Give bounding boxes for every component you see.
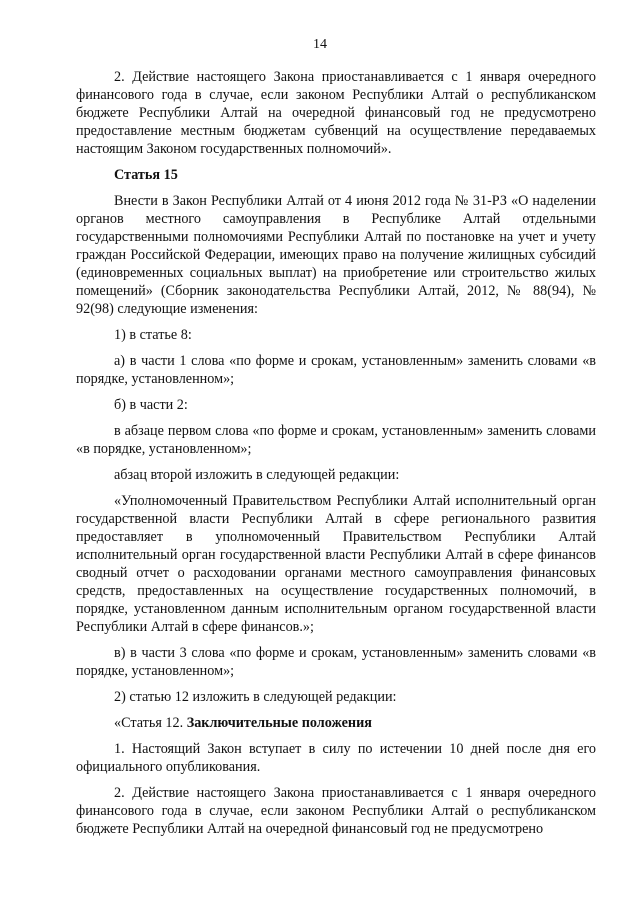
paragraph-entry-into-force: 1. Настоящий Закон вступает в силу по истечении 10 дней после дня его официального опубликования.: [76, 741, 596, 775]
paragraph-item-1a: а) в части 1 слова «по форме и срокам, установленным» заменить словами «в порядке, установленном»;: [76, 353, 596, 387]
paragraph-first-subparagraph: в абзаце первом слова «по форме и срокам, установленным» заменить словами «в порядке, установленном»;: [76, 423, 596, 457]
paragraph-amendments-intro: Внести в Закон Республики Алтай от 4 июня 2012 года № 31-РЗ «О наделении органов местного самоуправления в Республике Алтай отдельными государственными полномочиями Республики Алтай по постановке на учет и учету граждан Российской Федерации, имеющих право на получение жилищных субсидий (единовременных социальных выплат) на приобретение или строительство жилых помещений» (Сборник законодательства Республики Алтай, 2012, № 88(94), № 92(98) следующие изменения:: [76, 193, 596, 317]
paragraph-new-wording: «Уполномоченный Правительством Республики Алтай исполнительный орган государственной власти Республики Алтай в сфере регионального развития предоставляет в уполномоченный Правительством Республики Алтай исполнительный орган государственной власти Республики Алтай в сфере финансов сводный отчет о расходовании органами местного самоуправления финансовых средств, предоставленных на осуществление государственных полномочий, в порядке, установленном данным исполнительным органом государственной власти Республики Алтай в сфере финансов.»;: [76, 493, 596, 635]
paragraph-suspension-clause: 2. Действие настоящего Закона приостанавливается с 1 января очередного финансового года в случае, если законом Республики Алтай о республиканском бюджете Республики Алтай на очередной финансовый год не предусмотрено предоставление местным бюджетам субвенций на осуществление передаваемых настоящим Законом государственных полномочий».: [76, 69, 596, 157]
paragraph-item-1v: в) в части 3 слова «по форме и срокам, установленным» заменить словами «в порядке, установленном»;: [76, 645, 596, 679]
paragraph-suspension-clause-2: 2. Действие настоящего Закона приостанавливается с 1 января очередного финансового года в случае, если законом Республики Алтай о республиканском бюджете Республики Алтай на очередной финансовый год не предусмотрено: [76, 785, 596, 837]
paragraph-second-subparagraph: абзац второй изложить в следующей редакции:: [114, 467, 400, 483]
article-12-title: Заключительные положения: [186, 715, 372, 731]
article-15-heading: Статья 15: [114, 167, 178, 183]
article-12-heading: [76, 714, 596, 732]
paragraph-item-2: 2) статью 12 изложить в следующей редакции:: [114, 689, 397, 705]
document-body: [76, 68, 596, 846]
page-number: 14: [313, 37, 327, 52]
article-12-prefix: «Статья 12.: [114, 715, 187, 731]
paragraph-item-1b: б) в части 2:: [114, 397, 188, 413]
paragraph-item-1: 1) в статье 8:: [114, 327, 192, 343]
